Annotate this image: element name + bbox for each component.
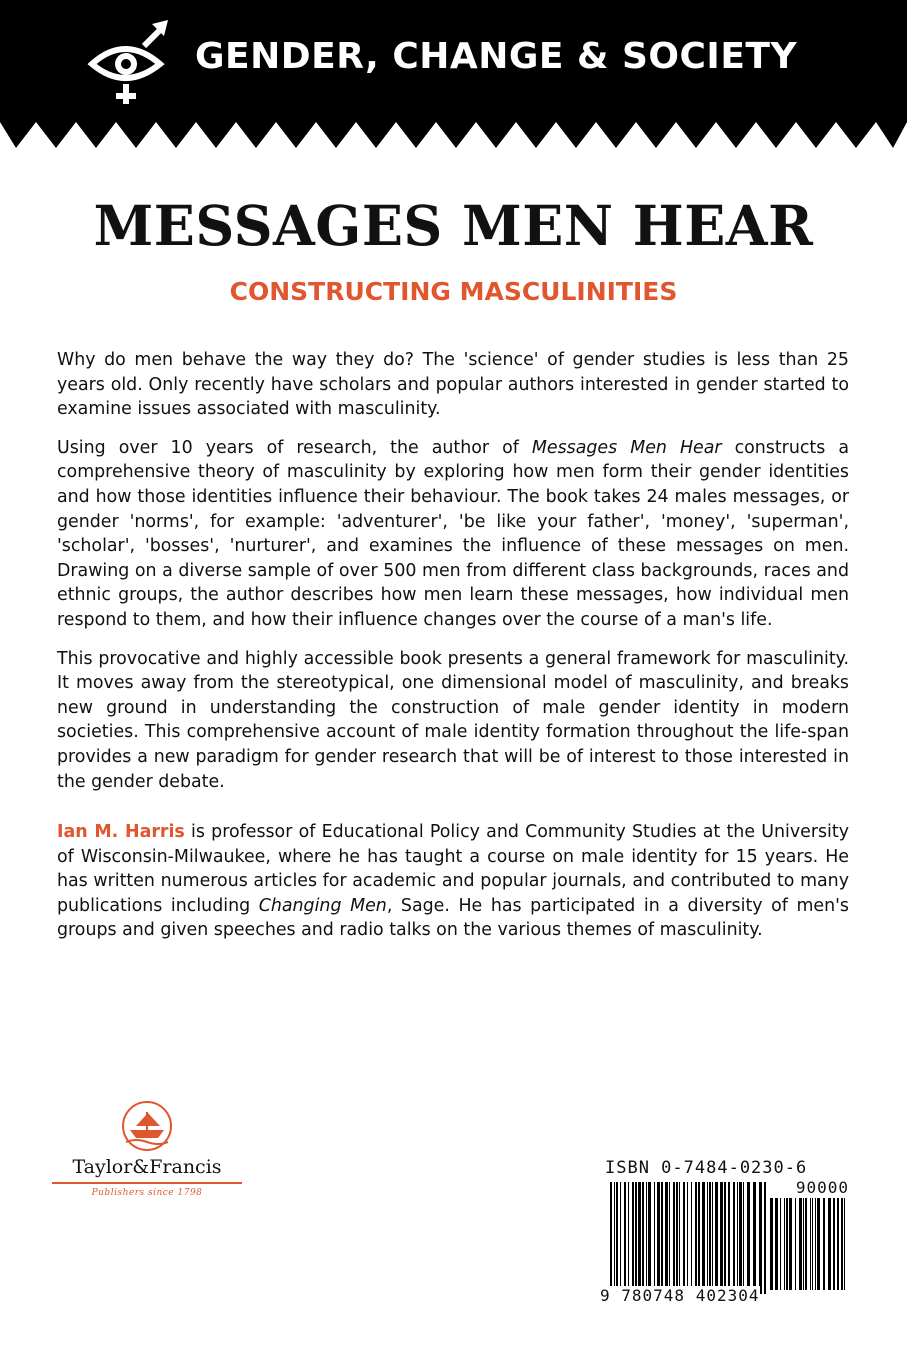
barcode-bar: [712, 1182, 713, 1294]
barcode-bar: [669, 1182, 670, 1294]
barcode-bar: [673, 1182, 675, 1294]
barcode-bar: [620, 1182, 621, 1294]
barcode-bar: [810, 1198, 811, 1290]
barcode-bar: [715, 1182, 718, 1294]
barcode-bar: [657, 1182, 660, 1294]
barcode-bar: [753, 1182, 756, 1294]
series-title: GENDER, CHANGE & SOCIETY: [195, 36, 798, 77]
price-code: 90000: [795, 1178, 849, 1197]
barcode-bar: [638, 1182, 641, 1294]
ean-digits: 9 780748 402304: [600, 1286, 760, 1305]
isbn-label: ISBN 0-7484-0230-6: [605, 1158, 808, 1178]
barcode-bar: [616, 1182, 618, 1294]
series-banner: [0, 0, 907, 150]
barcode-bar: [646, 1182, 647, 1294]
publisher-name: Taylor&Francis: [52, 1156, 242, 1184]
barcode-bar: [702, 1182, 705, 1294]
barcode-bar: [775, 1198, 778, 1290]
blurb-paragraph-3: This provocative and highly accessible book presents a general framework for masculinity. It moves away from the stereotypical, one dimensional model of masculinity, and breaks new ground in understanding the construction of male gender identity in modern societies. This comprehensive account of male identity formation throughout the life-span provides a new paradigm for gender research that will be of interest to those interested in the gender debate.: [57, 648, 849, 792]
author-name: Ian M. Harris: [57, 822, 185, 843]
barcode-bar: [709, 1182, 711, 1294]
barcode-bar: [642, 1182, 644, 1294]
barcode-bar: [720, 1182, 723, 1294]
barcode-bar: [654, 1182, 655, 1294]
price-barcode-bars: [770, 1198, 848, 1290]
barcode-bar: [823, 1198, 825, 1290]
barcode-bar: [610, 1182, 612, 1294]
ean-barcode-bars: [610, 1182, 768, 1294]
barcode-bar: [841, 1198, 843, 1290]
barcode-bar: [759, 1182, 762, 1294]
blurb-p2-book-title: Messages Men Hear: [531, 437, 722, 458]
publisher-logo: [52, 1098, 242, 1208]
barcode-bar: [770, 1198, 773, 1290]
barcode-bar: [737, 1182, 738, 1294]
barcode-bar: [624, 1182, 626, 1294]
barcode-bar: [764, 1182, 766, 1294]
barcode-bar: [815, 1198, 816, 1290]
barcode-bar: [724, 1182, 726, 1294]
barcode-bar: [844, 1198, 845, 1290]
barcode-bar: [635, 1182, 637, 1294]
barcode-bar: [837, 1198, 839, 1290]
author-bio: [57, 820, 849, 943]
barcode-bar: [828, 1198, 831, 1290]
barcode-bar: [687, 1182, 688, 1294]
barcode-bar: [628, 1182, 629, 1294]
author-bio-before: is professor of Educational Policy and Community Studies at the University of Wisconsin-Milwaukee, where he has taught a course on male identity for 15 years. He has written numerous articles for academic and popular journals, and contributed to many publications including: [57, 822, 849, 916]
barcode-bar: [679, 1182, 680, 1294]
barcode-bar: [691, 1182, 692, 1294]
barcode-bar: [661, 1182, 663, 1294]
barcode-bar: [733, 1182, 735, 1294]
publisher-tagline: Publishers since 1798: [91, 1188, 203, 1198]
barcode-bar: [676, 1182, 678, 1294]
isbn-barcode: [600, 1158, 855, 1308]
barcode-bar: [739, 1182, 742, 1294]
barcode-bar: [683, 1182, 685, 1294]
ship-emblem-icon: [52, 1098, 242, 1156]
blurb-paragraph-2: [57, 436, 849, 633]
barcode-bar: [803, 1198, 804, 1290]
barcode-bar: [698, 1182, 700, 1294]
barcode-bar: [805, 1198, 807, 1290]
barcode-bar: [665, 1182, 668, 1294]
book-subtitle: CONSTRUCTING MASCULINITIES: [229, 277, 678, 306]
barcode-bar: [795, 1198, 796, 1290]
blurb-text: [57, 348, 849, 957]
barcode-bar: [747, 1182, 750, 1294]
barcode-bar: [743, 1182, 744, 1294]
blurb-paragraph-1: Why do men behave the way they do? The 'science' of gender studies is less than 25 years old. Only recently have scholars and popular authors interested in gender started to examine issues associated with masculinity.: [57, 350, 849, 420]
barcode-bar: [648, 1182, 651, 1294]
blurb-p2-after: constructs a comprehensive theory of masculinity by exploring how men form their gender identities and how those identities influence their behaviour. The book takes 24 males messages, or gender 'norms', for example: 'adventurer', 'be like your father', 'money', 'superman', 'scholar', 'bosses', 'nurturer', and examines the influence of these messages on men. Drawing on a diverse sample of over 500 men from different class backgrounds, races and ethnic groups, the author describes how men learn these messages, how individual men respond to them, and how their influence changes over the course of a man's life.: [57, 437, 849, 630]
barcode-bar: [632, 1182, 634, 1294]
barcode-bar: [789, 1198, 792, 1290]
barcode-bar: [799, 1198, 802, 1290]
gender-eye-symbol-icon: [80, 14, 175, 109]
author-bio-publication: Changing Men: [258, 895, 387, 916]
barcode-bar: [812, 1198, 813, 1290]
barcode-bar: [833, 1198, 835, 1290]
barcode-bar: [786, 1198, 788, 1290]
barcode-bar: [780, 1198, 781, 1290]
barcode-bar: [817, 1198, 820, 1290]
author-bio-after: , Sage. He has participated in a diversity of men's groups and given speeches and radio talks on the various themes of masculinity.: [57, 895, 849, 941]
barcode-bar: [784, 1198, 785, 1290]
blurb-p2-before: Using over 10 years of research, the author of: [57, 437, 532, 458]
barcode-bar: [728, 1182, 730, 1294]
barcode-bar: [614, 1182, 615, 1294]
barcode-bar: [707, 1182, 708, 1294]
barcode-bar: [695, 1182, 697, 1294]
book-title: MESSAGES MEN HEAR: [93, 193, 814, 258]
